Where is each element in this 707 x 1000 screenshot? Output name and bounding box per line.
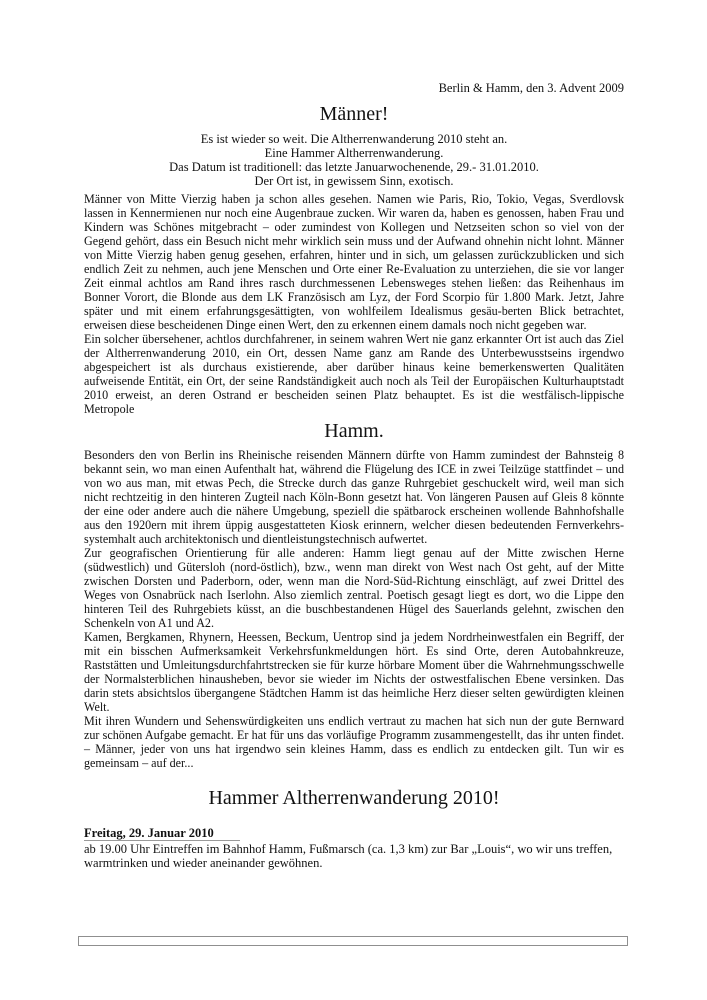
intro-line: Eine Hammer Altherrenwanderung. bbox=[264, 146, 444, 160]
date-line: Berlin & Hamm, den 3. Advent 2009 bbox=[438, 81, 624, 95]
paragraph-surrounding-towns: Kamen, Bergkamen, Rhynern, Heessen, Beckum, Uentrop sind ja jedem Nordrheinwestfalen ein Begriff, der mit ein bisschen Aufmerksamkeit Verkehrsfunkmeldungen hört. Es sind Orte, deren Autobahnkreuze, Raststätten und Umleitungsdurchfahrtstrecken sie für kurze hörbare Moment über die Wahrnehmungsschwelle der Normalsterblichen hinausheben, bevor sie wieder im Nichts der ostwestfalischen Ebene versinken. Das darin stets absichtslos übergangene Städtchen Hamm ist das heimliche Herz dieser selten gewürdigten kleinen Welt. bbox=[84, 630, 624, 714]
letter-title: Männer! bbox=[319, 103, 389, 125]
intro-line: Der Ort ist, in gewissem Sinn, exotisch. bbox=[254, 174, 454, 188]
intro-line: Es ist wieder so weit. Die Altherrenwanderung 2010 steht an. bbox=[200, 132, 508, 146]
program-day-text: ab 19.00 Uhr Eintreffen im Bahnhof Hamm, Fußmarsch (ca. 1,3 km) zur Bar „Louis“, wo wir uns treffen, warmtrinken und wieder aneinander gewöhnen. bbox=[84, 842, 613, 870]
paragraph-destination: Ein solcher übersehener, achtlos durchfahrener, in seinem wahren Wert nie ganz erkannter Ort ist auch das Ziel der Altherrenwanderung 2010, ein Ort, dessen Name ganz am Rande des Unterbewusstseins irgendwo abgespeichert ist als durchaus existierende, aber darüber hinaus keine bemerkenswerten Qualitäten aufweisende Entität, ein Ort, der seine Randständigkeit auch noch als Teil der Europäischen Kulturhauptstadt 2010 erweist, an deren Ostrand er bescheiden seinen Platz behauptet. Es ist die westfälisch-lippische Metropole bbox=[84, 332, 624, 416]
program-day-title: Freitag, 29. Januar 2010 bbox=[84, 826, 240, 841]
intro-block bbox=[84, 132, 624, 188]
paragraph-geography: Zur geografischen Orientierung für alle anderen: Hamm liegt genau auf der Mitte zwischen Herne (südwestlich) und Gütersloh (nord-östlich), bzw., wenn man direkt von West nach Ost geht, auf der Mitte zwischen Dorsten und Paderborn, oder, wenn man die Nord-Süd-Richtung einschlägt, auf zwei Drittel des Weges von Osnabrück nach Iserlohn. Also ziemlich zentral. Poetisch gesagt liegt es dort, wo die Lippe den hinteren Teil des Ruhrgebiets küsst, an die buschbestandenen Hügel des Sauerlands gelehnt, zwischen den Schenkeln von A1 und A2. bbox=[84, 546, 624, 630]
letter-content bbox=[84, 80, 624, 870]
paragraph-platform-8: Besonders den von Berlin ins Rheinische reisenden Männern dürfte von Hamm zumindest der Bahnsteig 8 bekannt sein, wo man einen Aufenthalt hat, während die Flügelung des ICE in zwei Teilzüge stattfindet – und von wo aus man, mit etwas Pech, die Strecke durch das ganze Ruhrgebiet geschuckelt wird, weil man sich nicht rechtzeitig in den hinteren Zugteil nach Köln-Bonn gesetzt hat. Von längeren Pausen auf Gleis 8 könnte der eine oder andere auch die nähere Umgebung, speziell die spätbarock erscheinen wollende Bahnhofshalle aus den 1920ern mit ihrem üppig ausgestatteten Kiosk erinnern, welcher diesen bedeutenden Fernverkehrs-systemhalt auch architektonisch und dientleistungstechnisch aufwertet. bbox=[84, 448, 624, 546]
paragraph-men-in-their-forties: Männer von Mitte Vierzig haben ja schon alles gesehen. Namen wie Paris, Rio, Tokio, Vegas, Sverdlovsk lassen in Kennermienen nur noch eine Augenbraue zucken. Wir waren da, haben es genossen, haben Frau und Kindern was Schönes mitgebracht – oder zumindest von Kollegen und Netzseiten schon so viel von der Gegend gehört, dass ein Besuch nicht mehr wirklich sein muss und der Aufwand ohnehin nicht lohnt. Männer von Mitte Vierzig haben genug gesehen, erfahren, hinter und in sich, um gelassen zurückzublicken und sich endlich Zeit zu nehmen, auch jene Menschen und Orte einer Re-Evaluation zu unterziehen, die sie vor langer Zeit einmal achtlos am Rand ihres rasch durchmessenen Lebensweges stehen ließen: das Reihenhaus im Bonner Vorort, die Blonde aus dem LK Französisch am Lyz, der Ford Scorpio für 1.800 Mark. Jetzt, Jahre später und mit einem erfahrungsgesättigten, von wohlfeilem Idealismus gesäu-berten Blick betrachtet, erweisen diese bescheidenen Dinge einen Wert, den zu erkennen einem damals noch nicht gegeben war. bbox=[84, 192, 624, 332]
program-heading: Hammer Altherrenwanderung 2010! bbox=[208, 787, 500, 809]
section-heading-hamm: Hamm. bbox=[324, 420, 384, 442]
paragraph-bernward-program: Mit ihren Wundern und Sehenswürdigkeiten uns endlich vertraut zu machen hat sich nun der gute Bernward zur schönen Aufgabe gemacht. Er hat für uns das vorläufige Programm zusammengestellt, das ihr unten findet. – Männer, jeder von uns hat irgendwo sein kleines Hamm, dass es endlich zu entdecken gilt. Tun wir es gemeinsam – auf der... bbox=[84, 714, 624, 770]
intro-line: Das Datum ist traditionell: das letzte Januarwochenende, 29.- 31.01.2010. bbox=[169, 160, 539, 174]
bottom-frame-box bbox=[78, 936, 628, 946]
